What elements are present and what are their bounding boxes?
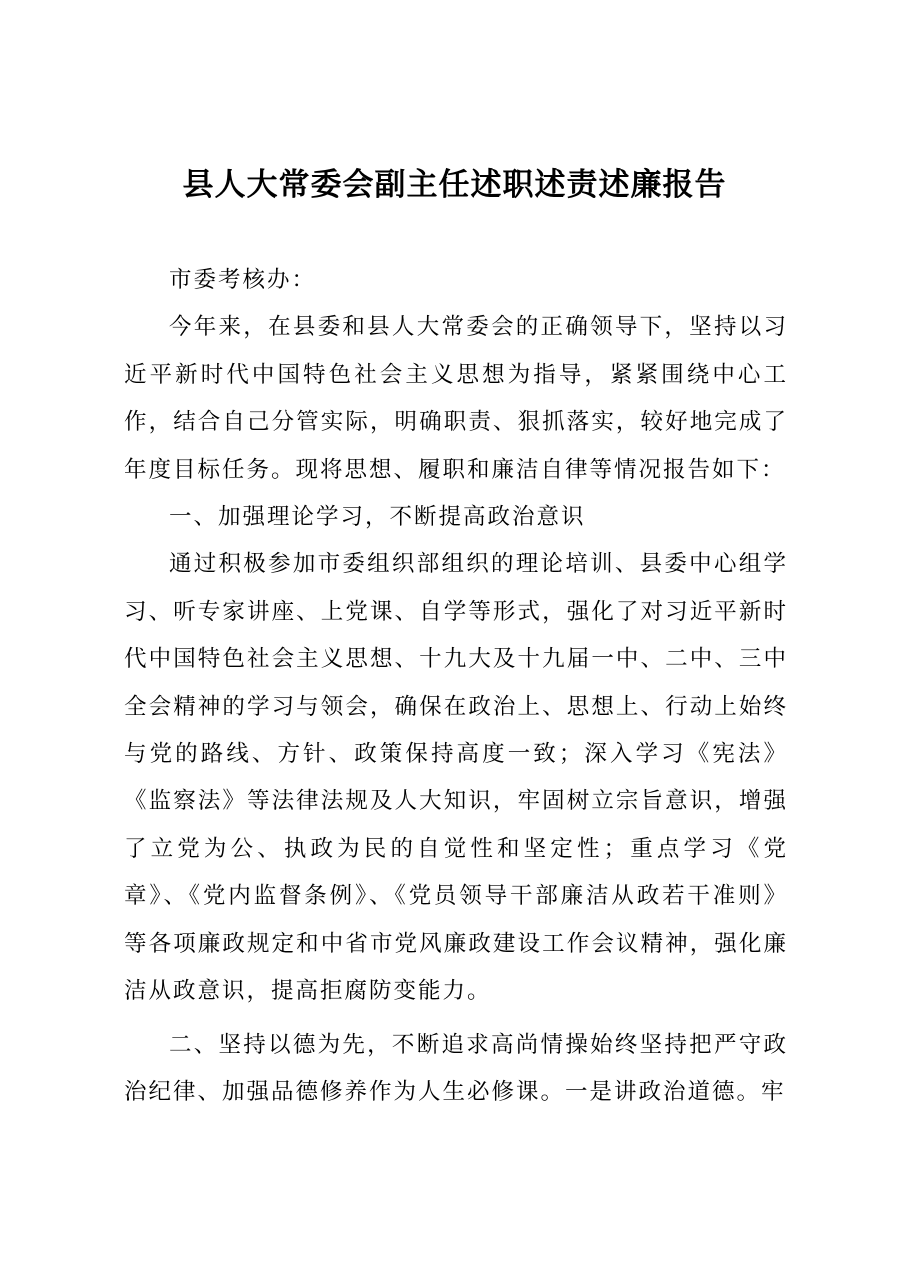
section-heading-1: 一、加强理论学习，不断提高政治意识 — [169, 504, 586, 531]
paragraph-intro: 今年来，在县委和县人大常委会的正确领导下，坚持以习近平新时代中国特色社会主义思想为指导，紧紧围绕中心工作，结合自己分管实际，明确职责、狠抓落实，较好地完成了年度目标任务。现将思想、履职和廉洁自律等情况报告如下： — [124, 314, 788, 483]
paragraph-section-2: 二、坚持以德为先，不断追求高尚情操始终坚持把严守政治纪律、加强品德修养作为人生必修课。一是讲政治道德。牢 — [124, 1031, 788, 1105]
document-title: 县人大常委会副主任述职述责述廉报告 — [182, 167, 727, 203]
document-body — [124, 257, 788, 1116]
salutation: 市委考核办： — [169, 267, 317, 293]
paragraph-section-1: 通过积极参加市委组织部组织的理论培训、县委中心组学习、听专家讲座、上党课、自学等形式，强化了对习近平新时代中国特色社会主义思想、十九大及十九届一中、二中、三中全会精神的学习与领会，确保在政治上、思想上、行动上始终与党的路线、方针、政策保持高度一致；深入学习《宪法》《监察法》等法律法规及人大知识，牢固树立宗旨意识，增强了立党为公、执政为民的自觉性和坚定性；重点学习《党章》、《党内监督条例》、《党员领导干部廉洁从政若干准则》等各项廉政规定和中省市党风廉政建设工作会议精神，强化廉洁从政意识，提高拒腐防变能力。 — [124, 551, 788, 1005]
